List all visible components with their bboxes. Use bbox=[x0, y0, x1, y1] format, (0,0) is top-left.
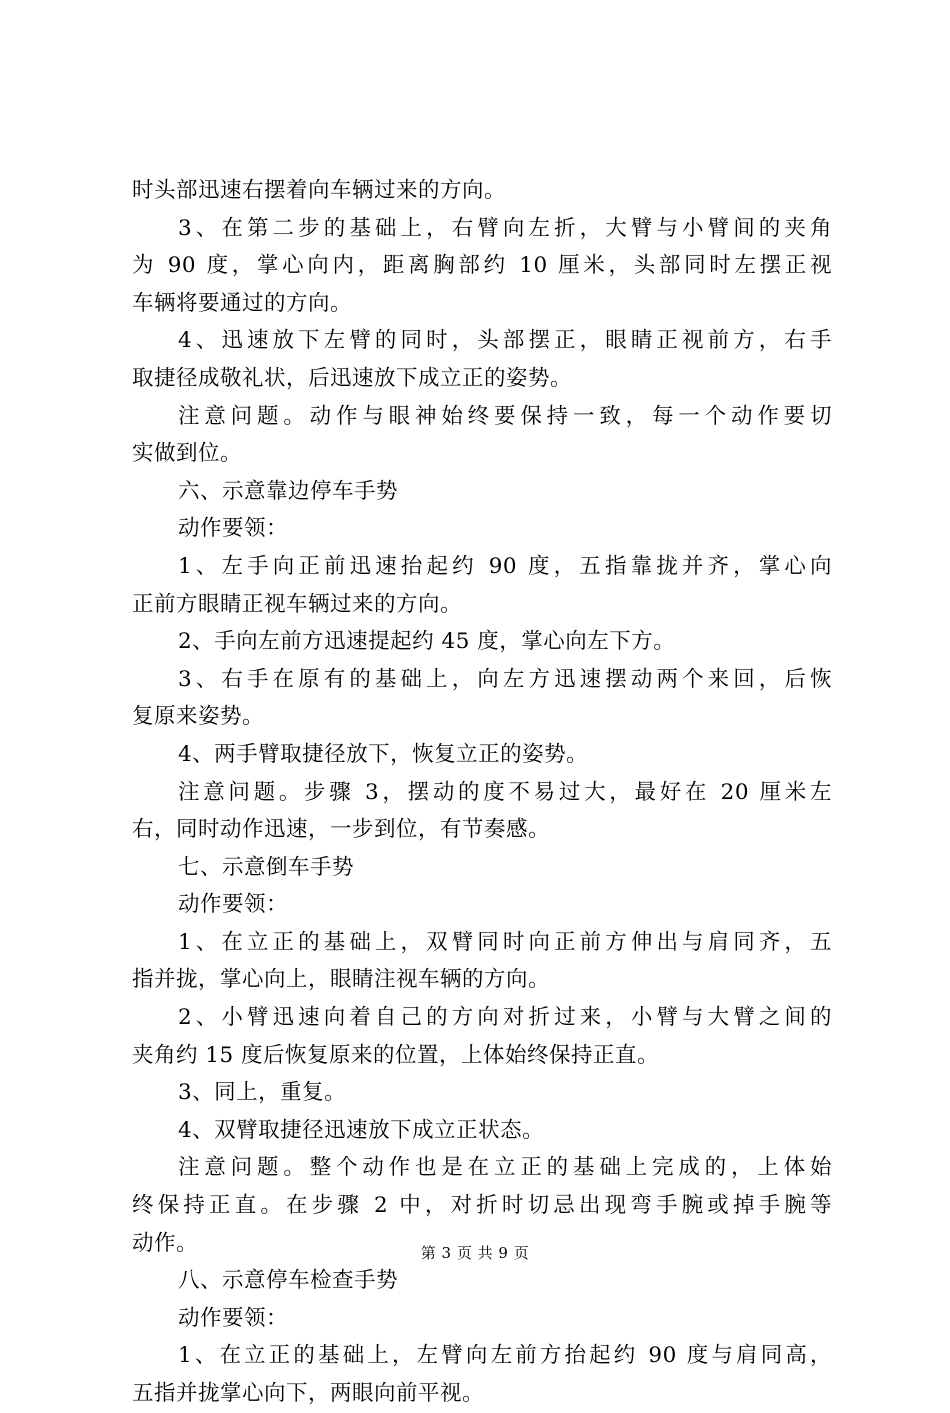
paragraph-line: 4、两手臂取捷径放下，恢复立正的姿势。 bbox=[178, 741, 589, 767]
paragraph-line: 注意问题。动作与眼神始终要保持一致，每一个动作要切 bbox=[178, 403, 832, 429]
paragraph-line: 复原来姿势。 bbox=[132, 704, 265, 730]
paragraph-line: 1、在立正的基础上，左臂向左前方抬起约 90 度与肩同高， bbox=[178, 1343, 832, 1369]
paragraph-line: 2、小臂迅速向着自己的方向对折过来，小臂与大臂之间的 bbox=[178, 1005, 832, 1031]
subheading: 动作要领： bbox=[178, 892, 289, 918]
paragraph-line: 3、在第二步的基础上，右臂向左折，大臂与小臂间的夹角 bbox=[178, 215, 832, 241]
paragraph-line: 2、手向左前方迅速提起约 45 度，掌心向左下方。 bbox=[178, 629, 676, 655]
document-body bbox=[132, 172, 832, 1413]
paragraph-line: 4、迅速放下左臂的同时，头部摆正，眼睛正视前方，右手 bbox=[178, 328, 832, 354]
section-heading: 八、示意停车检查手势 bbox=[178, 1268, 399, 1294]
section-heading: 六、示意靠边停车手势 bbox=[178, 478, 399, 504]
paragraph-line: 夹角约 15 度后恢复原来的位置，上体始终保持正直。 bbox=[132, 1042, 660, 1068]
paragraph-line: 时头部迅速右摆着向车辆过来的方向。 bbox=[132, 178, 507, 203]
paragraph-line: 3、同上，重复。 bbox=[178, 1080, 347, 1106]
paragraph-line: 注意问题。步骤 3，摆动的度不易过大，最好在 20 厘米左 bbox=[178, 779, 832, 805]
paragraph-line: 1、在立正的基础上，双臂同时向正前方伸出与肩同齐，五 bbox=[178, 929, 832, 955]
paragraph-line: 4、双臂取捷径迅速放下成立正状态。 bbox=[178, 1117, 545, 1143]
paragraph-line: 1、左手向正前迅速抬起约 90 度，五指靠拢并齐，掌心向 bbox=[178, 553, 832, 579]
paragraph-line: 终保持正直。在步骤 2 中，对折时切忌出现弯手腕或掉手腕等 bbox=[132, 1193, 832, 1219]
subheading: 动作要领： bbox=[178, 1305, 289, 1331]
paragraph-line: 动作。 bbox=[132, 1230, 199, 1256]
paragraph-line: 实做到位。 bbox=[132, 441, 243, 467]
paragraph-line: 右，同时动作迅速，一步到位，有节奏感。 bbox=[132, 817, 551, 843]
subheading: 动作要领： bbox=[178, 516, 289, 542]
paragraph-line: 注意问题。整个动作也是在立正的基础上完成的，上体始 bbox=[178, 1155, 832, 1181]
paragraph-line: 为 90 度，掌心向内，距离胸部约 10 厘米，头部同时左摆正视 bbox=[132, 253, 832, 279]
page-number-footer: 第 3 页 共 9 页 bbox=[420, 1244, 530, 1262]
section-heading: 七、示意倒车手势 bbox=[178, 854, 355, 880]
paragraph-line: 3、右手在原有的基础上，向左方迅速摆动两个来回，后恢 bbox=[178, 666, 832, 692]
paragraph-line: 五指并拢掌心向下，两眼向前平视。 bbox=[132, 1381, 485, 1406]
paragraph-line: 车辆将要通过的方向。 bbox=[132, 290, 353, 316]
paragraph-line: 正前方眼睛正视车辆过来的方向。 bbox=[132, 591, 463, 617]
paragraph-line: 指并拢，掌心向上，眼睛注视车辆的方向。 bbox=[132, 967, 551, 993]
paragraph-line: 取捷径成敬礼状，后迅速放下成立正的姿势。 bbox=[132, 365, 573, 391]
